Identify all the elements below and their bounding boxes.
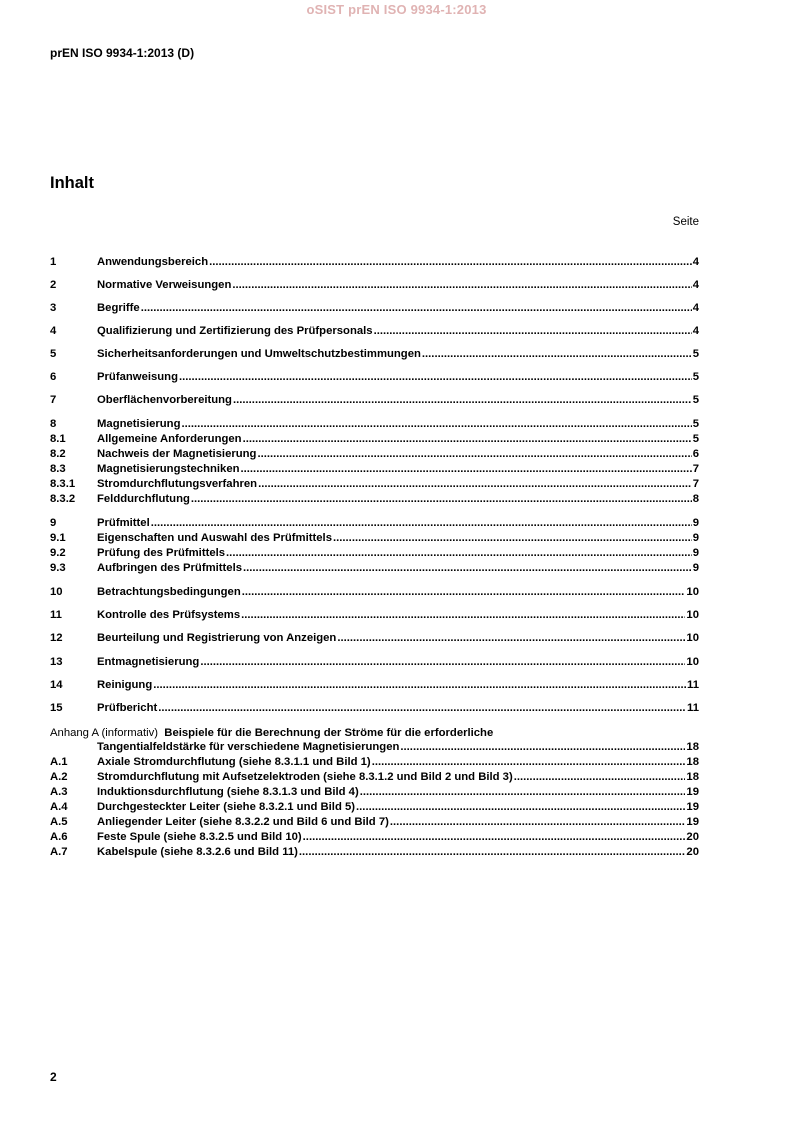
toc-entry-title: Normative Verweisungen bbox=[97, 279, 232, 291]
toc-entry[interactable] bbox=[50, 562, 699, 577]
toc-entry-page: 5 bbox=[692, 348, 699, 360]
toc-entry-number: 11 bbox=[50, 609, 62, 621]
toc-entry-number: 8.3.1 bbox=[50, 478, 76, 490]
toc-entry[interactable] bbox=[50, 394, 699, 409]
toc-entry-number: 7 bbox=[50, 394, 57, 406]
toc-entry-page: 8 bbox=[692, 493, 699, 505]
toc-entry-page: 4 bbox=[692, 279, 699, 291]
toc-entry-number: 3 bbox=[50, 302, 57, 314]
toc-entry-title: Eigenschaften und Auswahl des Prüfmittels bbox=[97, 532, 332, 544]
dot-leader bbox=[242, 586, 686, 598]
toc-entry-title: Prüfanweisung bbox=[97, 371, 178, 383]
toc-entry-title: Begriffe bbox=[97, 302, 140, 314]
toc-entry[interactable] bbox=[50, 517, 699, 532]
toc-entry-number: 8.3.2 bbox=[50, 493, 76, 505]
dot-leader bbox=[243, 433, 692, 445]
toc-entry-page: 5 bbox=[692, 371, 699, 383]
toc-entry-title: Magnetisierung bbox=[97, 418, 181, 430]
dot-leader bbox=[226, 547, 692, 559]
toc-entry-number: 13 bbox=[50, 656, 63, 668]
dot-leader bbox=[241, 609, 685, 621]
toc-entry-page: 19 bbox=[686, 786, 699, 798]
toc-entry[interactable] bbox=[50, 756, 699, 771]
toc-entry-number: A.5 bbox=[50, 816, 68, 828]
toc-entry-page: 18 bbox=[686, 771, 699, 783]
toc-entry-page: 11 bbox=[687, 702, 699, 714]
dot-leader bbox=[333, 532, 692, 544]
dot-leader bbox=[141, 302, 692, 314]
toc-entry-number: 6 bbox=[50, 371, 57, 383]
dot-leader bbox=[514, 771, 686, 783]
dot-leader bbox=[158, 702, 686, 714]
document-id: prEN ISO 9934-1:2013 (D) bbox=[50, 46, 195, 60]
toc-entry-title: Aufbringen des Prüfmittels bbox=[97, 562, 242, 574]
dot-leader bbox=[232, 279, 691, 291]
toc-entry[interactable] bbox=[50, 771, 699, 786]
toc-entry-number: 10 bbox=[50, 586, 63, 598]
toc-entry[interactable] bbox=[50, 493, 699, 508]
toc-entry-number: A.4 bbox=[50, 801, 68, 813]
toc-entry-number: 9 bbox=[50, 517, 57, 529]
dot-leader bbox=[303, 831, 686, 843]
toc-entry-title: Kontrolle des Prüfsystems bbox=[97, 609, 241, 621]
dot-leader bbox=[374, 325, 692, 337]
dot-leader bbox=[153, 679, 686, 691]
toc-entry-title: Beurteilung und Registrierung von Anzeigen bbox=[97, 632, 337, 644]
toc-entry[interactable] bbox=[50, 679, 699, 694]
toc-entry-title: Prüfmittel bbox=[97, 517, 150, 529]
dot-leader bbox=[241, 463, 692, 475]
toc-entry-title: Feste Spule (siehe 8.3.2.5 und Bild 10) bbox=[97, 831, 302, 843]
dot-leader bbox=[179, 371, 692, 383]
toc-entry[interactable] bbox=[50, 532, 699, 547]
toc-entry[interactable] bbox=[50, 702, 699, 717]
dot-leader bbox=[243, 562, 692, 574]
toc-entry-number: A.6 bbox=[50, 831, 68, 843]
toc-entry-page: 9 bbox=[692, 532, 699, 544]
toc-entry-page: 9 bbox=[692, 547, 699, 559]
toc-entry-number: A.3 bbox=[50, 786, 68, 798]
toc-entry-number: 15 bbox=[50, 702, 63, 714]
toc-entry[interactable] bbox=[50, 846, 699, 861]
dot-leader bbox=[258, 478, 692, 490]
toc-entry-title: Sicherheitsanforderungen und Umweltschutzbestimmungen bbox=[97, 348, 421, 360]
toc-entry-page: 20 bbox=[686, 846, 699, 858]
toc-entry-number: 9.1 bbox=[50, 532, 66, 544]
toc-entry-title: Allgemeine Anforderungen bbox=[97, 433, 242, 445]
toc-entry[interactable] bbox=[50, 586, 699, 601]
dot-leader bbox=[209, 256, 692, 268]
toc-entry-page: 5 bbox=[692, 394, 699, 406]
toc-entry-page: 9 bbox=[692, 517, 699, 529]
toc-entry-page: 5 bbox=[692, 433, 699, 445]
toc-entry[interactable] bbox=[50, 831, 699, 846]
toc-entry-page: 7 bbox=[692, 463, 699, 475]
toc-entry-page: 9 bbox=[692, 562, 699, 574]
toc-entry-page: 4 bbox=[692, 302, 699, 314]
toc-entry-page: 7 bbox=[692, 478, 699, 490]
toc-entry-title: Stromdurchflutung mit Aufsetzelektroden (siehe 8.3.1.2 und Bild 2 und Bild 3) bbox=[97, 771, 513, 783]
toc-entry-page: 11 bbox=[687, 679, 699, 691]
dot-leader bbox=[151, 517, 692, 529]
toc-entry-title: Reinigung bbox=[97, 679, 153, 691]
page-title: Inhalt bbox=[50, 174, 94, 192]
dot-leader bbox=[356, 801, 685, 813]
toc-entry-number: 9.3 bbox=[50, 562, 66, 574]
toc-entry[interactable] bbox=[50, 801, 699, 816]
toc-entry-page: 10 bbox=[686, 656, 699, 668]
toc-entry-title: Betrachtungsbedingungen bbox=[97, 586, 241, 598]
toc-entry-page: 4 bbox=[692, 325, 699, 337]
watermark: oSIST prEN ISO 9934-1:2013 bbox=[306, 2, 487, 17]
toc-entry-page: 10 bbox=[686, 609, 699, 621]
toc-entry-number: 8.3 bbox=[50, 463, 66, 475]
annex-title-line1: Beispiele für die Berechnung der Ströme für die erforderliche bbox=[164, 727, 494, 739]
toc-entry[interactable] bbox=[50, 609, 699, 624]
toc-entry-title: Stromdurchflutungsverfahren bbox=[97, 478, 258, 490]
dot-leader bbox=[200, 656, 685, 668]
toc-entry-title: Nachweis der Magnetisierung bbox=[97, 448, 257, 460]
toc-entry-number: A.1 bbox=[50, 756, 68, 768]
toc-entry-number: 14 bbox=[50, 679, 63, 691]
dot-leader bbox=[372, 756, 686, 768]
toc-entry[interactable] bbox=[50, 786, 699, 801]
dot-leader bbox=[360, 786, 686, 798]
toc-entry[interactable] bbox=[50, 325, 699, 340]
toc-entry-page: 18 bbox=[686, 741, 699, 753]
toc-entry[interactable] bbox=[50, 302, 699, 317]
toc-entry-page: 6 bbox=[692, 448, 699, 460]
toc-entry-page: 10 bbox=[686, 632, 699, 644]
toc-entry-number: 12 bbox=[50, 632, 63, 644]
toc-entry-title: Qualifizierung und Zertifizierung des Prüfpersonals bbox=[97, 325, 373, 337]
toc-entry-title: Felddurchflutung bbox=[97, 493, 190, 505]
toc-entry-page: 4 bbox=[692, 256, 699, 268]
dot-leader bbox=[233, 394, 692, 406]
toc-entry-page: 20 bbox=[686, 831, 699, 843]
toc-entry-title: Prüfbericht bbox=[97, 702, 158, 714]
toc-entry-number: 8.2 bbox=[50, 448, 66, 460]
toc-entry-page: 18 bbox=[686, 756, 699, 768]
toc-entry[interactable] bbox=[50, 433, 699, 448]
toc-entry[interactable] bbox=[50, 547, 699, 562]
dot-leader bbox=[191, 493, 692, 505]
page-column-label: Seite bbox=[672, 216, 699, 228]
toc-entry-page: 5 bbox=[692, 418, 699, 430]
dot-leader bbox=[400, 741, 685, 753]
toc-entry[interactable] bbox=[50, 279, 699, 294]
dot-leader bbox=[257, 448, 691, 460]
toc-entry-number: 4 bbox=[50, 325, 57, 337]
toc-entry[interactable] bbox=[50, 632, 699, 647]
toc-entry-number: 8 bbox=[50, 418, 57, 430]
toc-entry-title: Anliegender Leiter (siehe 8.3.2.2 und Bild 6 und Bild 7) bbox=[97, 816, 389, 828]
toc-entry[interactable] bbox=[50, 256, 699, 271]
toc-entry-title: Induktionsdurchflutung (siehe 8.3.1.3 und Bild 4) bbox=[97, 786, 359, 798]
toc-entry-title: Oberflächenvorbereitung bbox=[97, 394, 232, 406]
toc-entry[interactable] bbox=[50, 463, 699, 478]
toc-entry[interactable] bbox=[50, 656, 699, 671]
toc-entry-number: 9.2 bbox=[50, 547, 66, 559]
annex-label: Anhang A (informativ) bbox=[50, 727, 159, 739]
dot-leader bbox=[181, 418, 691, 430]
toc-entry-number: 2 bbox=[50, 279, 57, 291]
annex-title-line2: Tangentialfeldstärke für verschiedene Magnetisierungen bbox=[97, 741, 400, 753]
page-number: 2 bbox=[50, 1070, 57, 1084]
toc-entry-title: Magnetisierungstechniken bbox=[97, 463, 240, 475]
annex-heading[interactable] bbox=[50, 727, 699, 739]
toc-entry-title: Durchgesteckter Leiter (siehe 8.3.2.1 und Bild 5) bbox=[97, 801, 356, 813]
dot-leader bbox=[337, 632, 685, 644]
toc-entry[interactable] bbox=[50, 448, 699, 463]
toc-entry[interactable] bbox=[50, 418, 699, 433]
toc-entry-number: 5 bbox=[50, 348, 57, 360]
toc-entry-number: A.2 bbox=[50, 771, 68, 783]
toc-entry[interactable] bbox=[50, 371, 699, 386]
toc-entry-page: 19 bbox=[686, 816, 699, 828]
toc-entry-title: Entmagnetisierung bbox=[97, 656, 200, 668]
toc-entry-number: A.7 bbox=[50, 846, 68, 858]
toc-entry-title: Prüfung des Prüfmittels bbox=[97, 547, 226, 559]
toc-entry-number: 1 bbox=[50, 256, 57, 268]
toc-entry-title: Axiale Stromdurchflutung (siehe 8.3.1.1 und Bild 1) bbox=[97, 756, 371, 768]
toc-entry[interactable] bbox=[50, 816, 699, 831]
toc-entry[interactable] bbox=[50, 348, 699, 363]
toc-entry[interactable] bbox=[50, 478, 699, 493]
toc-entry-page: 10 bbox=[686, 586, 699, 598]
toc-entry[interactable] bbox=[50, 741, 699, 756]
dot-leader bbox=[390, 816, 686, 828]
toc-entry-title: Kabelspule (siehe 8.3.2.6 und Bild 11) bbox=[97, 846, 298, 858]
toc-entry-title: Anwendungsbereich bbox=[97, 256, 209, 268]
toc-entry-page: 19 bbox=[686, 801, 699, 813]
dot-leader bbox=[422, 348, 692, 360]
toc-entry-number: 8.1 bbox=[50, 433, 66, 445]
dot-leader bbox=[299, 846, 686, 858]
